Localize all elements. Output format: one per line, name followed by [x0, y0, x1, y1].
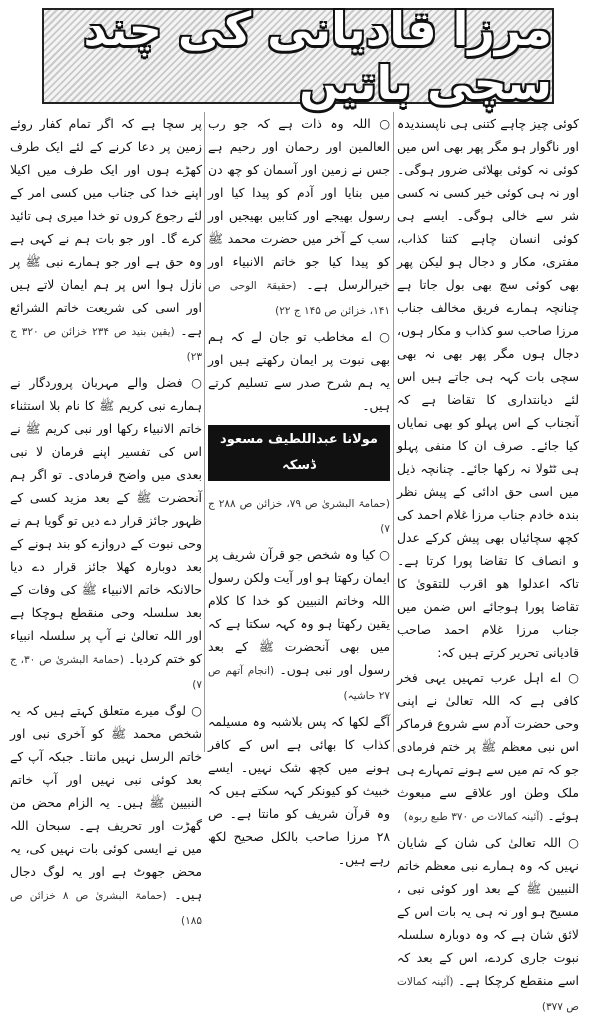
reference: (حمامۃ البشریٰ ص ۸ خزائن ص ۱۸۵)	[10, 890, 202, 927]
paragraph-text: ○ اے اہل عرب تمہیں یہی فخر کافی ہے کہ اللہ تعالیٰ نے اپنی وحی حضرت آدم سے شروع فرماکر اس نبی معظم ﷺ پر ختم فرمادی جو کہ تم میں سے ہونے تمہارے ہی ملک وطن اور علاقے سے مبعوث ہوئے۔	[397, 670, 579, 823]
paragraph	[208, 112, 390, 323]
reference: (آئینہ کمالات ص ۳۷۷)	[397, 976, 579, 1013]
paragraph: ○ اے مخاطب تو جان لے کہ ہم بھی نبوت پر ایمان رکھتے ہیں اور یہ ہم شرح صدر سے تسلیم کرتے ہیں۔	[208, 329, 390, 413]
paragraph: آگے لکھا کہ پس بلاشبہ وہ مسیلمہ کذاب کا بھائی ہے اس کے کافر ہونے میں کچھ شک نہیں۔ ایسے خبیث کو کیونکر کہہ سکتے ہیں کہ وہ قرآن شریف کو مانتا ہے۔ ص ۲۸ مرزا صاحب بالکل صحیح لکھ رہے ہیں۔	[208, 714, 390, 867]
column-middle	[208, 112, 390, 867]
reference: (حمامۃ البشریٰ ص ۳۰، ج ۷)	[10, 654, 202, 691]
author-byline: مولانا عبداللطیف مسعود ڈسکہ	[208, 425, 390, 481]
paragraph	[10, 699, 202, 933]
paragraph	[208, 491, 390, 541]
paragraph-text: ○ کیا وہ شخص جو قرآن شریف پر ایمان رکھتا ہو اور آیت ولکن رسول اللہ وخاتم النبیین کو خدا کا کلام یقین رکھتا ہو وہ کہہ سکتا ہے کہ میں بھی آنحضرت ﷺ کے بعد رسول اور نبی ہوں۔	[208, 547, 390, 677]
column-divider	[204, 112, 205, 752]
paragraph-text: ○ لوگ میرے متعلق کہتے ہیں کہ یہ شخص محمد ﷺ کو آخری نبی اور خاتم الرسل نہیں مانتا۔ جبکہ آپ کے بعد کوئی نبی نہیں اور آپ خاتم النبیین ﷺ ہیں۔ یہ الزام محض من گھڑت اور تحریف ہے۔ سبحان اللہ میں نے ایسی کوئی بات نہیں کی، یہ محض جھوٹ ہے اور یہ لوگ دجال ہیں۔	[10, 703, 202, 902]
paragraph-text: ○ اللہ وہ ذات ہے کہ جو رب العالمین اور رحمان اور رحیم ہے جس نے زمین اور آسمان کو چھ دن میں بنایا اور آدم کو پیدا کیا اور رسول بھیجے اور کتابیں بھیجیں اور سب کے آخر میں حضرت محمد ﷺ کو پیدا کیا جو خاتم الانبیاء اور خیرالرسل ہے۔	[208, 116, 390, 292]
reference: (یقین بنید ص ۲۳۴ خزائن ص ۳۲۰ ج ۲۳)	[10, 326, 202, 363]
paragraph	[10, 112, 202, 369]
reference: (انجام آتھم ص ۲۷ حاشیہ)	[208, 665, 390, 702]
paragraph-text: پر سچا ہے کہ اگر تمام کفار روئے زمین پر دعا کرنے کے لئے ایک طرف کھڑے ہوں اور ایک طرف میں اکیلا اپنے خدا کی جناب میں کسی امر کے لئے رجوع کروں تو خدا میری ہی تائید کرے گا۔ اور جو بات ہم نے کہی ہے وہ حق ہے اور جو ہمارے نبی ﷺ پر نازل ہوا اس پر ہم ایمان لاتے ہیں اور اسی کی شریعت خاتم الشرائع ہے۔	[10, 116, 202, 338]
column-right	[397, 112, 579, 1013]
page-title: مرزا قادیانی کی چند سچی باتیں	[83, 2, 552, 110]
paragraph	[208, 543, 390, 708]
paragraph-text: ○ فضل والے مہربان پروردگار نے ہمارے نبی کریم ﷺ کا نام بلا استثناء خاتم الانبیاء رکھا اور نبی کریم ﷺ نے اس کی تفسیر اپنے فرمان لا نبی بعدی میں واضح فرمادی۔ تو اگر ہم آنحضرت ﷺ کے بعد مزید کسی کے ظہور جائز قرار دے دیں تو گویا ہم نے وحی نبوت کے دروازے کو بند ہونے کے بعد دوبارہ کھلا جائز قرار دے دیا حالانکہ خاتم الانبیاء ﷺ کی وفات کے بعد سلسلہ وحی منقطع ہوچکا ہے اور اللہ تعالیٰ نے آپ پر سلسلہ انبیاء کو ختم کردیا۔	[10, 375, 202, 666]
reference: (حقیقۃ الوحی ص ۱۴۱، خزائن ص ۱۴۵ ج ۲۲)	[208, 280, 390, 317]
title-banner	[42, 2, 554, 110]
paragraph	[397, 666, 579, 829]
reference: (حمامۃ البشریٰ ص ۷۹، خزائن ص ۲۸۸ ج ۷)	[208, 498, 390, 535]
paragraph	[397, 831, 579, 1019]
paragraph: کوئی چیز چاہے کتنی ہی ناپسندیدہ اور ناگوار ہو مگر پھر بھی اس میں کوئی نہ کوئی بھلائی ضرور ہوگی۔ اور نہ ہی کوئی خیر کسی نہ کسی شر سے خالی ہوگی۔ ایسے ہی کوئی انسان چاہے کتنا کذاب، مفتری، مکار و دجال ہو لیکن پھر بھی کوئی سچ بھی بول جاتا ہے چنانچہ ہمارے فریق مخالف جناب مرزا صاحب سو کذاب و مکار ہوں، دجال ہوں مگر پھر بھی نہ بھی سچی بات کہہ ہی جاتے ہیں اس لئے دیانتداری کا تقاضا ہے کہ آنجناب کے اس پہلو کو بھی نمایاں کیا جائے۔ صرف ان کا منفی پہلو ہی ٹٹولا نہ رکھا جائے۔ چنانچہ ذیل میں اسی حق ادائی کے پیش نظر بندہ خادم جناب مرزا غلام احمد کی کچھ سچائیاں بھی پیش کرکے عدل و انصاف کا تقاضا پورا کرتا ہے۔ تاکہ اعدلوا هو اقرب للتقویٰ کا تقاضا پورا ہوجائے اس ضمن میں جناب مرزا غلام احمد صاحب قادیانی تحریر کرتے ہیں کہ:	[397, 116, 579, 660]
column-left	[10, 112, 202, 927]
paragraph-text: ○ اللہ تعالیٰ کی شان کے شایان نہیں کہ وہ ہمارے نبی معظم خاتم النبیین ﷺ کے بعد اور کوئی نبی ، مسیح ہو اور نہ ہی یہ بات اس کے لائق شان ہے کہ وہ دوبارہ سلسلہ نبوت جاری کردے، اس کے بعد کہ اسے منقطع کرچکا ہے۔	[397, 835, 579, 988]
reference: (آئینہ کمالات ص ۳۷۰ طبع ربوہ)	[403, 811, 544, 823]
paragraph	[10, 371, 202, 697]
column-divider	[393, 112, 394, 752]
